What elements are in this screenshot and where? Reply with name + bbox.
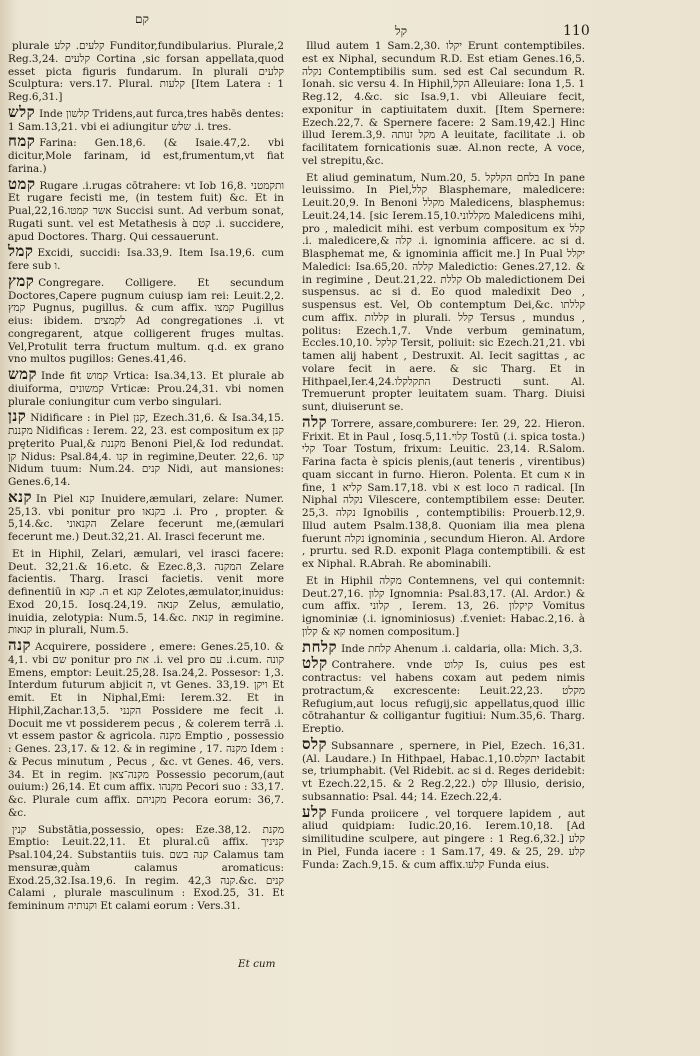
dictionary-entry [8, 271, 285, 366]
entry-text: Excidi, succidi: Isa.33,9. Item Isa.19,6. cum fere sub ו. [8, 247, 284, 272]
entry-text: Nidificare : in Piel קנן, Ezech.31,6. & Isa.34,15. מקננת Nidificas : Ierem. 22, 23. est compositum ex קנן pręterito Pual,& מקננת Benoni Piel,& Iod redundat. קן Nidus: Psal.84,4. קנו in regimine,Deuter. 22,6. קנו Nidum tuum: Num.24. קנים Nidi, aut mansiones: Genes.6,14. [8, 412, 285, 488]
page-header [0, 8, 700, 39]
entry-text: Farina: Gen.18,6. (& Isaie.47,2. vbi dicitur,Mole farinam, id est,frumentum,vt fiat farina.) [8, 137, 284, 175]
dictionary-entry [8, 407, 285, 489]
dictionary-entry [8, 636, 285, 820]
entry-text: In Piel קנא Inuidere,æmulari, zelare: Numer. 25,13. vbi ponitur pro בקנאו .i. Pro , propter. & 5,14.&c. הקנאוני Zelare fecerunt me,(æmulari fecerunt me.) Deut.32,21. Al. Irasci fecerunt me. [8, 492, 284, 543]
entry-headword: קלס [302, 734, 328, 753]
entry-headword: קנא [8, 487, 33, 506]
entry-text: Rugare .i.rugas cōtrahere: vt Iob 16,8. ותקמטני Et rugare fecisti me, (in testem fuit) &c. Et in Pual,22,16.אשר קמטו Succisi sunt. Ad verbum sonat, Rugati sunt. vel est Metathesis à קטם .i. succidere, apud Doctores. Tharg. Qui cessauerunt. [8, 179, 285, 243]
entry-text: קנין Substātia,possessio, opes: Eze.38,12. מקנת Emptio: Leuit.22,11. Et plural.cū affix. קניניך Psal.104,24. Substantiis tuis. קנה בשם Calamus tam mensuræ,quàm calamus aromaticus: Exod.25,32.Isa.19,6. In regim. קנה 42,3.&c. קנים Calami , plurale masculinum : Exod.25, 31. Et femininum וקנותיה Et calami eorum : Vers.31. [8, 823, 284, 912]
entry-text: Subsannare , spernere, in Piel, Ezech. 16,31. (Al. Laudare.) In Hithpael, Habac.1,10.יתקלס Iactabit se, triumphabit. (Vel Ridebit. ac si d. Reges deridebit: vt Ezech.22,15. & 2 Reg.2,22.) קלס Illusio, derisio, subsannatio: Psal. 44; 14. Ezech.22,4. [302, 739, 585, 803]
dictionary-entry [302, 734, 585, 804]
entry-text: Illud autem 1 Sam.2,30. יקלו Erunt contemptibiles. est ex Niphal, secundum R.D. Est etiam Genes.16,5. נקלה Contemptibilis sum. sed est Cal secundum R. Ionah. sic versu 4. In Hiphil,הקל Alleuiare: Iona 1,5. 1 Reg.12, 4.&c. sic Isa.9,1. vbi Alleuiare fecit, exponitur in captiuitatem duxit. [Item Spernere: Ezech.22,7. & Spernere facere: 2 Sam.19,42.] Hinc illud Ierem.3,9. מקל זנותה A leuitate, facilitate .i. ob facilitatem fornicationis suæ. Al.non recte, A voce, vel strepitu,&c. [302, 40, 585, 167]
dictionary-entry [8, 174, 285, 244]
left-column [8, 38, 284, 915]
entry-headword: קלחת [302, 637, 338, 656]
entry-text: Contrahere. vnde קלוט Is, cuius pes est contractus: vel habens coxam aut pedem nimis protractum,& excrescente: Leuit.22,23. מקלט Refugium,aut locus refugij,sic appellatus,quod illic cōtrahantur & colligantur fugitiui: Num.35,6. Tharg. Ereptio. [302, 659, 585, 735]
entry-text: Et in Hiphil, Zelari, æmulari, vel irasci facere: Deut. 32,21.& 16.etc. & Ezec.8,3. המקנה Zelare facientis. Tharg. Irasci facietis. venit more definentiū in ה. קנא et קנא Zelotes,æmulator,inuidus: Exod 20,15. Iosq.24,19. קנאה Zelus, æmulatio, inuidia, zelotypia: Num.5, 14.&c. קנאת in regimine. קנאות in plurali, Num.5. [8, 547, 285, 637]
catchword: Et cum [238, 958, 276, 970]
entry-text: Inde קלשון Tridens,aut furca,tres habēs dentes: 1 Sam.13,21. vbi ei adiungitur שלש .i. tres. [8, 107, 284, 133]
entry-headword: קנן [8, 407, 27, 426]
entry-text: Inde קלחת Ahenum .i. caldaria, olla: Mich. 3,3. [341, 642, 583, 655]
dictionary-entry [8, 102, 284, 134]
entry-headword: קלט [302, 654, 328, 673]
dictionary-entry [8, 242, 284, 273]
entry-text: Congregare. Colligere. Et secundum Doctores,Capere pugnum cuiusp iam rei: Leuit.2,2. קמץ Pugnus, pugillus. & cum affix. קמצו Pugillus eius: ibidem. לקמצים Ad congregationes .i. vt congregarent, atque colligerent fruges multas. Vel,Protulit terra fructum multum. q.d. ex grano vno multos pugillos: Genes.41,46. [8, 276, 285, 366]
entry-text: plurale קלעים. קלע Funditor,fundibularius. Plurale,2 Reg.3,24. קלעים Cortina ,sic forsan appellata,quod esset picta figuris fundarum. In plurali קלעים Sculptura: vers.17. Plural. קלעות [Item Latera : 1 Reg.6,31.] [8, 40, 285, 103]
dictionary-entry [302, 412, 585, 571]
entry-headword: קמש [8, 365, 38, 383]
dictionary-entry [8, 487, 284, 544]
dictionary-entry [302, 654, 585, 736]
entry-headword: קמט [8, 174, 36, 193]
dictionary-entry [8, 546, 284, 637]
entry-headword: קנה [8, 636, 32, 654]
entry-headword: קלע [302, 802, 328, 821]
entry-text: Funda proiicere , vel torquere lapidem , aut aliud quidpiam: Iudic.20,16. Ierem.10,18. [Ad similitudine sculpere, aut pingere : 1 Reg.6,32.] קלע in Piel, Funda iacere : 1 Sam.17, 49. & 25, 29. קלע Funda: Zach.9,15. & cum affix.קלעו Funda eius. [302, 807, 585, 871]
entry-headword: קמל [8, 242, 34, 261]
dictionary-entry [302, 802, 585, 872]
dictionary-entry [302, 38, 585, 168]
dictionary-entry [8, 132, 284, 175]
dictionary-entry [8, 38, 284, 104]
entry-headword: קמץ [8, 271, 35, 290]
header-left-running-head: קם [135, 12, 149, 26]
dictionary-entry [302, 637, 585, 656]
dictionary-entry [8, 365, 284, 408]
header-right-running-head: קל [395, 24, 408, 38]
entry-headword: קלה [302, 412, 328, 431]
right-column [302, 38, 585, 871]
page-number: 110 [563, 23, 590, 39]
entry-text: Et in Hiphil מקלה Contemnens, vel qui contemnit: Deut.27,16. קלון Ignomnia: Psal.83,17. (Al. Ardor.) & cum affix. קלוני , Ierem. 13, 26. קיקלון Vomitus ignominiæ (.i. ignominiosus) .f.veniet: Habac.2,16. à קא & קלון nomen compositum.] [302, 574, 586, 638]
dictionary-entry [8, 822, 284, 913]
entry-text: Acquirere, possidere , emere: Genes.25,10. & 4,1. vbi שם ponitur pro את .i. vel pro עם .i.cum. קונה Emens, emptor: Leuit.25,28. Isa.24,2. Possesor: 1,3. Interdum futurum abjicit ה, vt Genes. 33,19. ויקן Et emit. Et in Niphal,Emi: Ierem.32. Et in Hiphil,Zachar.13,5. הקנני Possidere me fecit .i. Docuit me vt possiderem pecus , & colerem terrā .i. vt essem pastor & agricola. מקנה Emptio , possessio : Genes. 23,17. & 12. & in regimine , 17. מקנה Idem : & Pecus minutum , Pecus , &c. vt Genes. 46, vers. 34. Et in regim. מקנה־צאן Possessio pecorum,(aut ouium:) 26,14. Et cum affix. מקנהו Pecori suo : 33,17. &c. Plurale cum affix. מקניהם Pecora eorum: 36,7. &c. [8, 641, 285, 819]
entry-text: Et aliud geminatum, Num.20, 5. בלחם הקלקל In pane leuissimo. In Piel,קלל Blasphemare, maledicere: Leuit.20,9. In Benoni מקלל Maledicens, blasphemus: Leuit.24,14. [sic Ierem.15,10.מקללוני Maledicens mihi, pro , maledicit mihi. est verbum compositum ex קלל .i. maledicere,& קלה .i. ignominia afficere. ac si d. Blasphemat me, & ignominia afficit me.] In Pual יקלל Maledici: Isa.65,20. קללה Maledictio: Genes.27,12. & in regimine , Deut.21,22. קללת Ob maledictionem Dei suspensus. ac si d. Eo quod maledixit Deo , suspensus est. Vel, Ob contemptum Dei,&c. קללתו cum affix. קללות in plurali. קלל Tersus , mundus , politus: Ezech.1,7. Vnde verbum geminatum, Eccles.10,10. קלקל Tersit, poliuit: sic Ezech.21,21. vbi tamen alij habent , Destruxit. Al. Iecit sagittas , ac volare fecit in aere. & sic Tharg. Et in Hithpael,Ier.4,24.התקלקלו Destructi sunt. Al. Tremuerunt propter leuitatem suam. Tharg. Diuisi sunt, diuiserunt se. [302, 171, 586, 413]
entry-text: Torrere, assare,comburere: Ier. 29, 22. Hieron. Frixit. Et in Paul , Iosq.5,11.קלוי Tostū (.i. spica tosta.) קלי Toar Tostum, frixum: Leuitic. 23,14. R.Salom. Farina facta è spicis plenis,(aut teneris , virentibus) quam siccant in furno. Hieron. Polenta. Et cum א in fine, קליא 1 Sam.17,18. vbi א est loco ה radical. [In Niphal נקלה Vilescere, contemptibilem esse: Deuter. 25,3. נקלה Ignobilis , contemptibilis: Prouerb.12,9. Illud autem Psalm.138,8. Quoniam ilia mea plena fuerunt נקלה ignominia , secundum Hieron. Al. Ardore , prurtu. sed R.D. exponit Plaga contemptibili. & est ex Niphal. R.Abrah. Re abominabili. [302, 417, 585, 570]
entry-text: Inde fit קמוש Vrtica: Isa.34,13. Et plurale ab diuiforma, קמשונים Vrticæ: Prou.24,31. vbi nomen plurale coniungitur cum verbo singulari. [8, 370, 284, 408]
entry-headword: קמח [8, 132, 36, 151]
entry-headword: קלש [8, 102, 36, 121]
dictionary-entry [302, 170, 585, 414]
dictionary-entry [302, 573, 585, 639]
